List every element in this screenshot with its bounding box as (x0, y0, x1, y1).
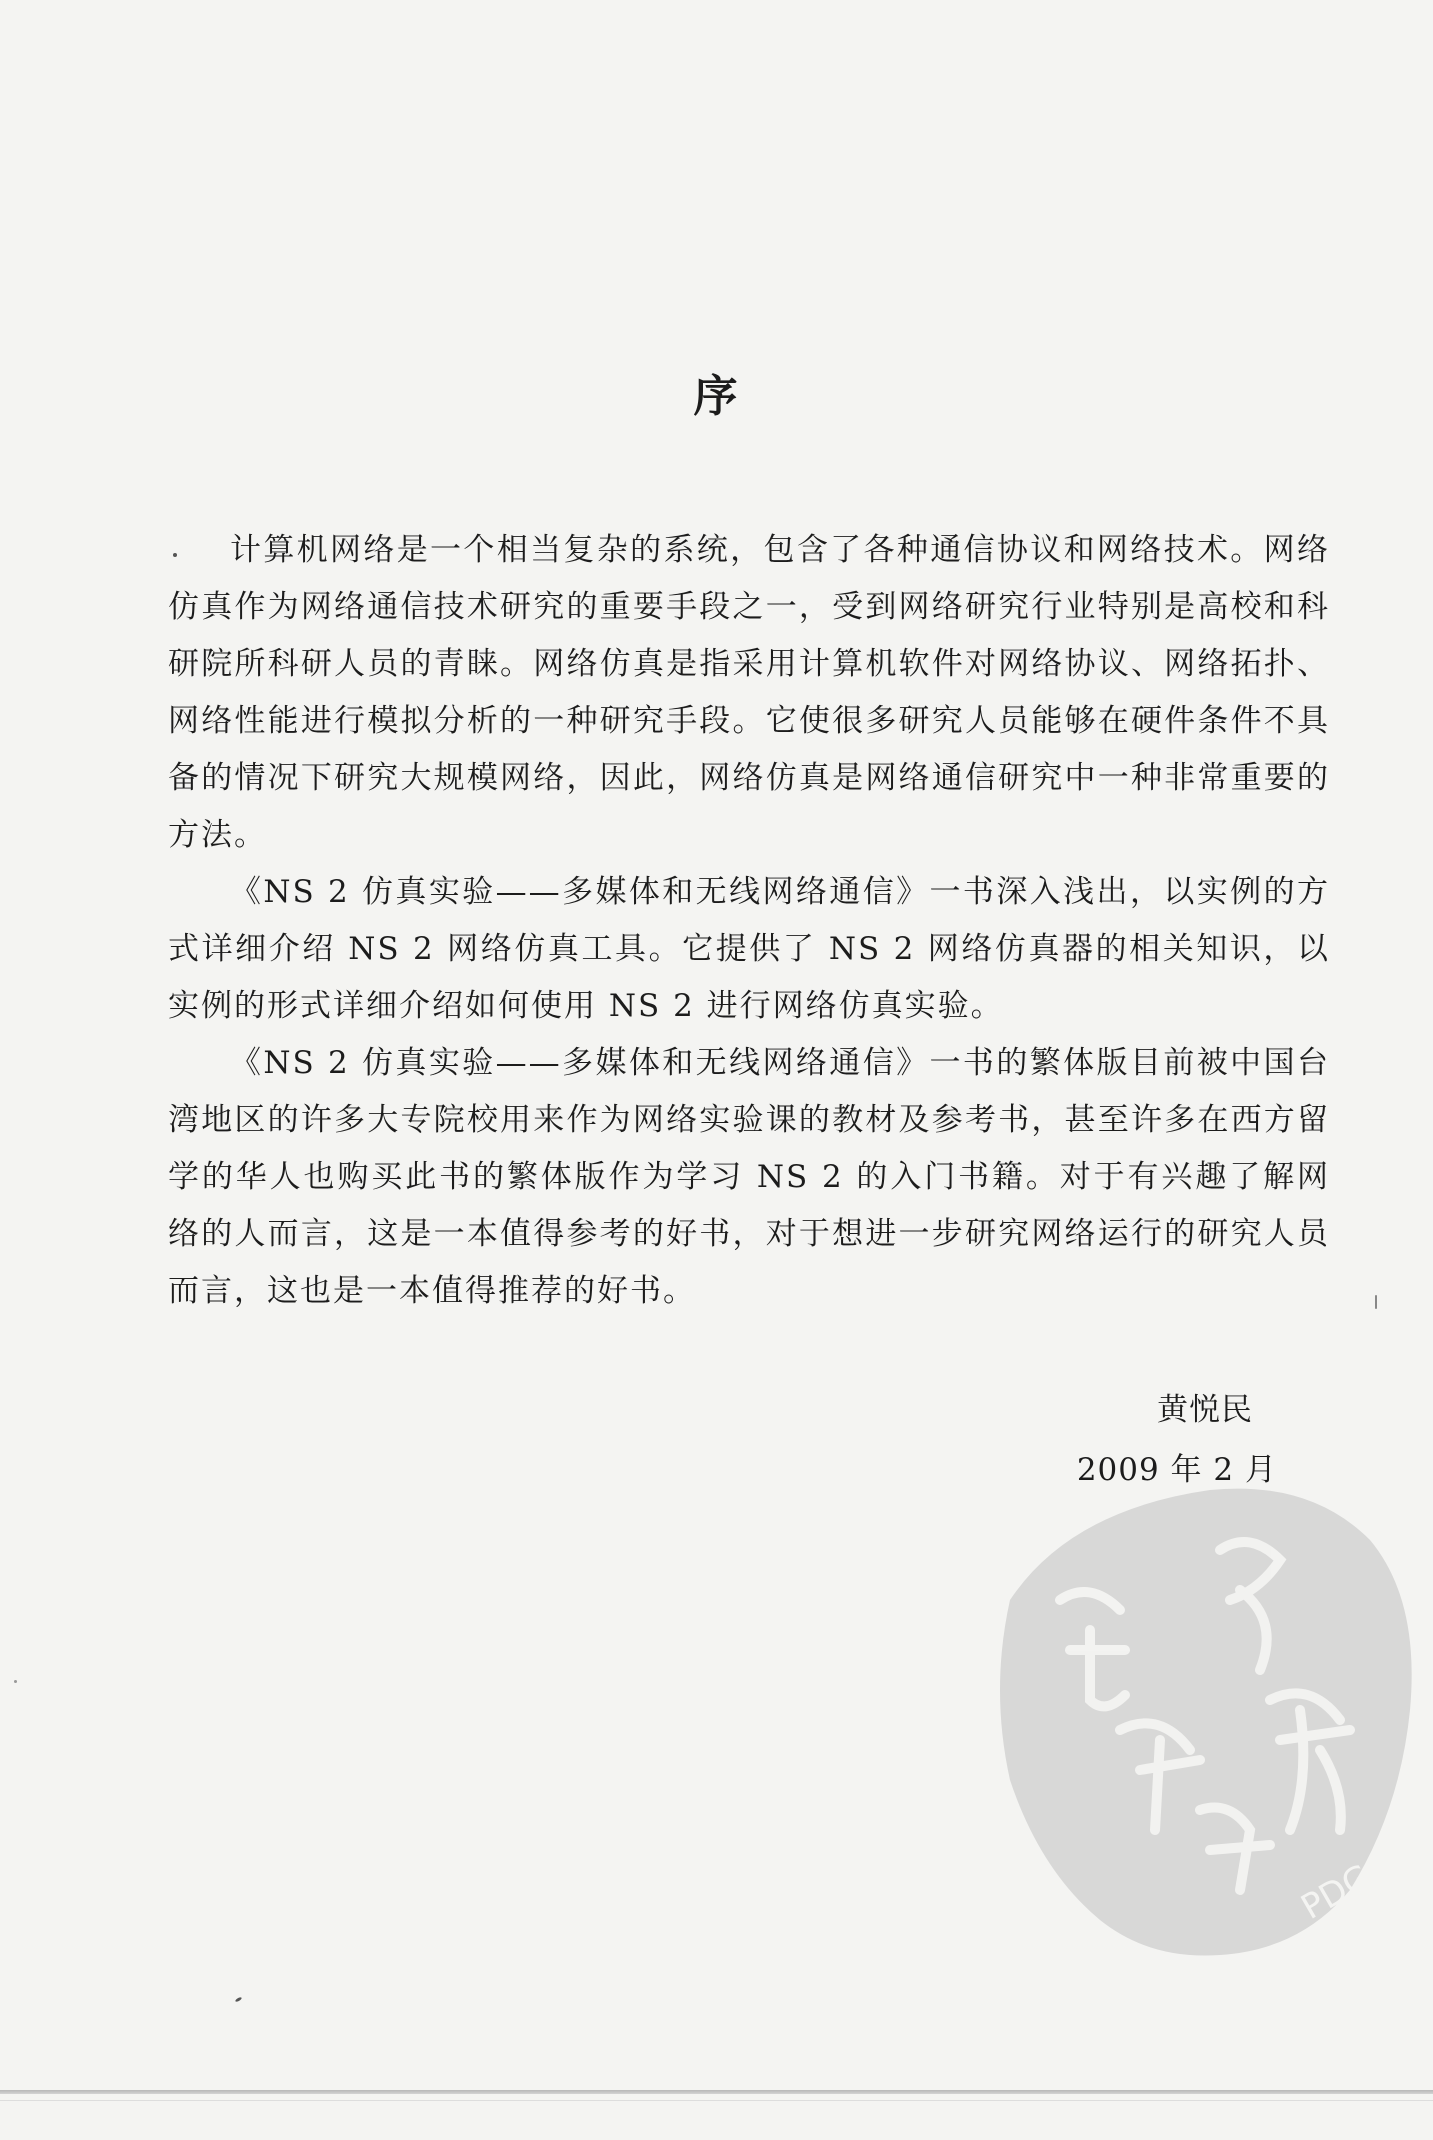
signature-date: 2009 年 2 月 (1076, 1452, 1277, 1488)
scan-speck (14, 1680, 17, 1683)
scan-speck (173, 553, 177, 557)
watermark-seal-icon (950, 1450, 1430, 1970)
paragraph-3: 《NS 2 仿真实验——多媒体和无线网络通信》一书的繁体版目前被中国台湾地区的许多大专院校用来作为网络实验课的教材及参考书，甚至许多在西方留学的华人也购买此书的繁体版作为学习 NS 2 的入门书籍。对于有兴趣了解网络的人而言，这是一本值得参考的好书，对于想进一步研究网络运行的研究人员而言，这也是一本值得推荐的好书。 (168, 1045, 1330, 1309)
watermark-pdg: PDG (1294, 1856, 1378, 1928)
scan-speck (235, 1996, 243, 2002)
scan-speck (1375, 1295, 1377, 1309)
scan-edge (0, 2090, 1433, 2094)
scan-edge-line (0, 2100, 1433, 2101)
paragraph-1: 计算机网络是一个相当复杂的系统，包含了各种通信协议和网络技术。网络仿真作为网络通信技术研究的重要手段之一，受到网络研究行业特别是高校和科研院所科研人员的青睐。网络仿真是指采用计算机软件对网络协议、网络拓扑、网络性能进行模拟分析的一种研究手段。它使很多研究人员能够在硬件条件不具备的情况下研究大规模网络，因此，网络仿真是网络通信研究中一种非常重要的方法。 (168, 532, 1330, 853)
author-name: 黄悦民 (1157, 1392, 1253, 1428)
preface-body (168, 522, 1330, 1320)
paragraph-2: 《NS 2 仿真实验——多媒体和无线网络通信》一书深入浅出，以实例的方式详细介绍 NS 2 网络仿真工具。它提供了 NS 2 网络仿真器的相关知识，以实例的形式详细介绍如何使用 NS 2 进行网络仿真实验。 (168, 874, 1330, 1024)
page-title: 序 (693, 371, 740, 422)
